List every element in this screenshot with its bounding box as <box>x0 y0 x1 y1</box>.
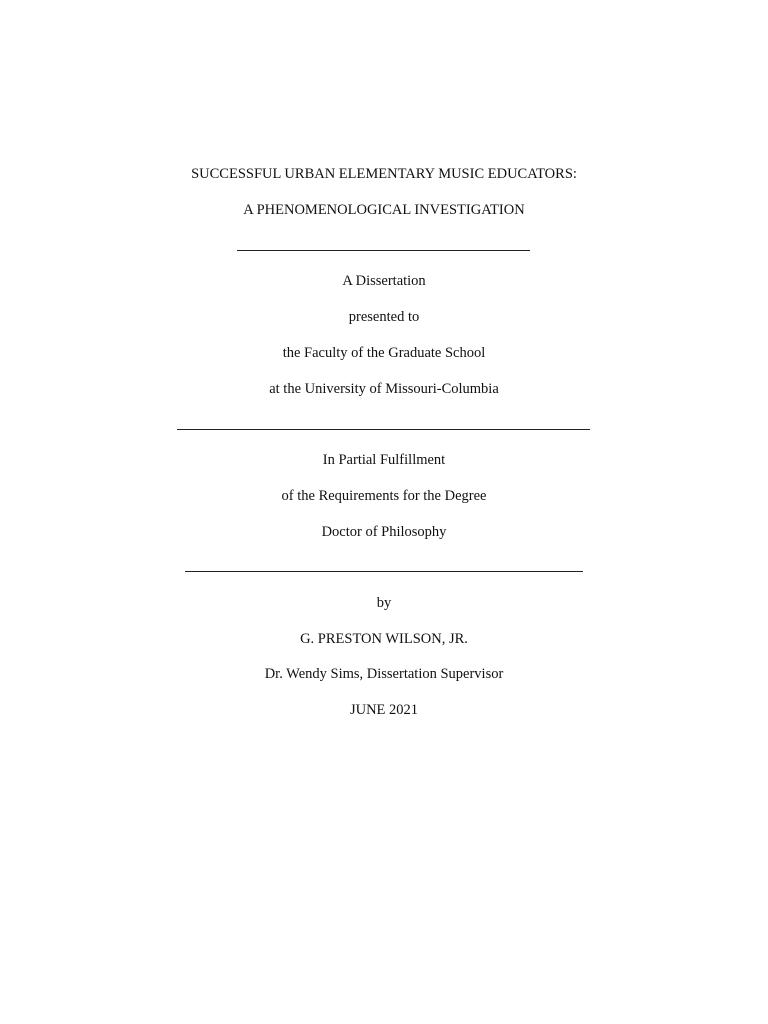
degree-name: Doctor of Philosophy <box>321 524 447 540</box>
faculty-line: the Faculty of the Graduate School <box>282 345 486 361</box>
supervisor-line: Dr. Wendy Sims, Dissertation Supervisor <box>264 666 504 682</box>
author-name: G. PRESTON WILSON, JR. <box>300 631 468 647</box>
document-type: A Dissertation <box>342 273 426 289</box>
divider-3 <box>185 571 583 572</box>
by-line: by <box>376 595 392 611</box>
requirements-line: of the Requirements for the Degree <box>281 488 487 504</box>
title-line-1: SUCCESSFUL URBAN ELEMENTARY MUSIC EDUCATORS: <box>191 166 577 182</box>
date-line: JUNE 2021 <box>349 702 419 718</box>
presented-to: presented to <box>348 309 420 325</box>
divider-1 <box>237 250 530 251</box>
fulfillment-line: In Partial Fulfillment <box>322 452 446 468</box>
university-line: at the University of Missouri-Columbia <box>269 381 499 397</box>
title-line-2: A PHENOMENOLOGICAL INVESTIGATION <box>243 202 525 218</box>
divider-2 <box>177 429 590 430</box>
